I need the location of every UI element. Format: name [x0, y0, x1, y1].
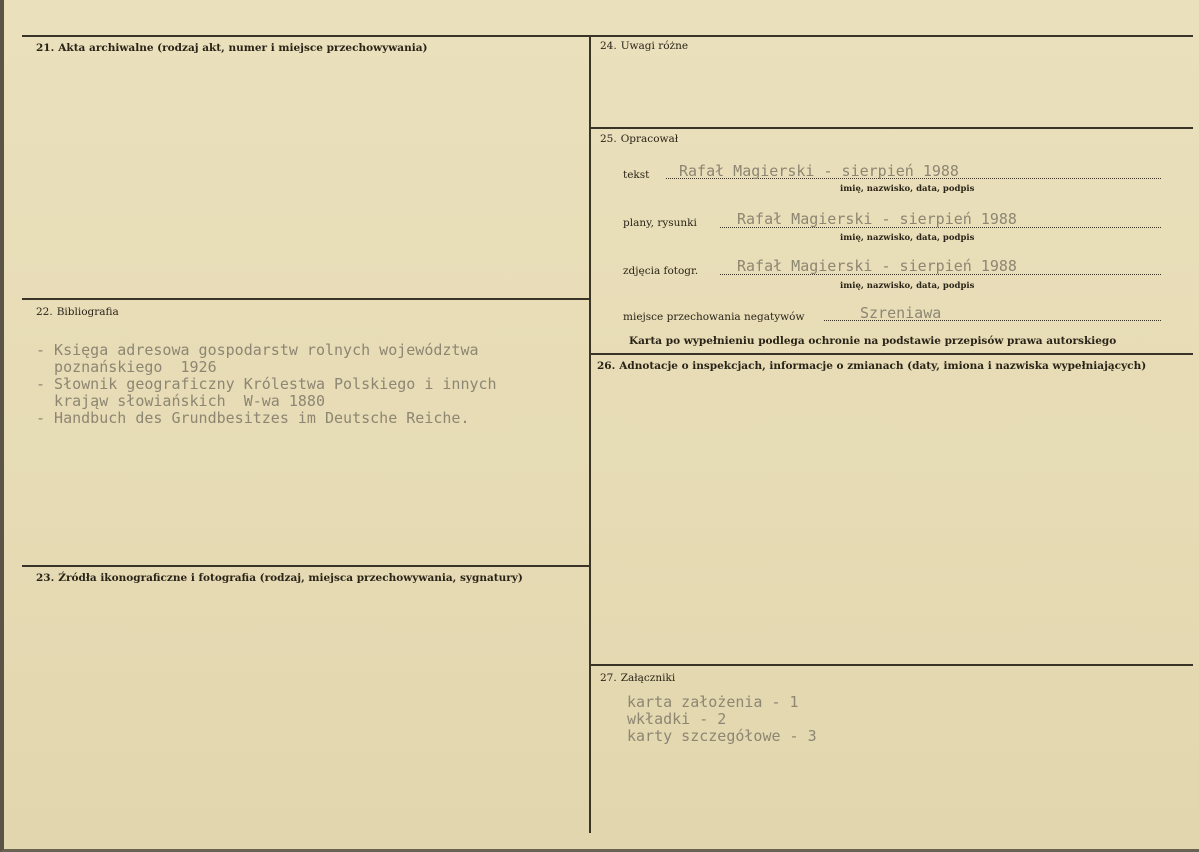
bibliography-line-2: poznańskiego 1926 — [36, 358, 217, 376]
rule-26-27 — [590, 664, 1193, 666]
plany-label: plany, rysunki — [623, 217, 697, 229]
section-21-title: Akta archiwalne (rodzaj akt, numer i miejsce przechowywania) — [58, 42, 428, 54]
section-25-number: 25. — [600, 133, 617, 145]
section-24-label — [600, 40, 688, 53]
section-23-label — [36, 572, 523, 585]
section-24-number: 24. — [600, 40, 617, 52]
plany-caption: imię, nazwisko, data, podpis — [840, 233, 975, 243]
zdjecia-caption: imię, nazwisko, data, podpis — [840, 281, 975, 291]
negatywy-value: Szreniawa — [860, 304, 942, 322]
copyright-note: Karta po wypełnieniu podlega ochronie na podstawie przepisów prawa autorskiego — [629, 335, 1117, 347]
zdjecia-value: Rafał Magierski - sierpień 1988 — [737, 257, 1017, 275]
rule-21-22 — [22, 298, 590, 300]
plany-value: Rafał Magierski - sierpień 1988 — [737, 210, 1017, 228]
bibliography-line-5: - Handbuch des Grundbesitzes im Deutsche Reiche. — [36, 409, 470, 427]
negatywy-label: miejsce przechowania negatywów — [623, 311, 805, 323]
section-22-title: Bibliografia — [56, 306, 119, 318]
attachment-line-3: karty szczegółowe - 3 — [627, 727, 817, 745]
bibliography-line-1: - Księga adresowa gospodarstw rolnych województwa — [36, 341, 479, 359]
rule-25-26 — [590, 353, 1193, 355]
attachment-line-1: karta założenia - 1 — [627, 693, 799, 711]
section-26-label — [597, 360, 1146, 373]
section-26-title: Adnotacje o inspekcjach, informacje o zmianach (daty, imiona i nazwiska wypełniających) — [619, 360, 1147, 372]
top-rule — [22, 35, 1193, 37]
section-22-label — [36, 306, 119, 319]
tekst-value: Rafał Magierski - sierpień 1988 — [679, 162, 959, 180]
section-27-label — [600, 672, 675, 685]
section-25-label — [600, 133, 678, 146]
attachment-line-2: wkładki - 2 — [627, 710, 727, 728]
section-21-label — [36, 42, 428, 55]
rule-22-23 — [22, 565, 590, 567]
section-25-title: Opracował — [620, 133, 679, 145]
bibliography-line-3: - Słownik geograficzny Królestwa Polskiego i innych — [36, 375, 497, 393]
section-23-number: 23. — [36, 572, 55, 584]
section-24-title: Uwagi różne — [620, 40, 689, 52]
section-22-number: 22. — [36, 306, 53, 318]
zdjecia-label: zdjęcia fotogr. — [623, 265, 699, 277]
section-26-number: 26. — [597, 360, 616, 372]
tekst-label: tekst — [623, 169, 650, 181]
center-divider — [589, 35, 591, 833]
tekst-caption: imię, nazwisko, data, podpis — [840, 184, 975, 194]
section-23-title: Źródła ikonograficzne i fotografia (rodzaj, miejsca przechowywania, sygnatury) — [58, 572, 523, 584]
section-21-number: 21. — [36, 42, 55, 54]
section-27-number: 27. — [600, 672, 617, 684]
rule-24-25 — [590, 127, 1193, 129]
bibliography-line-4: krająw słowiańskich W-wa 1880 — [36, 392, 325, 410]
section-27-title: Załączniki — [620, 672, 676, 684]
